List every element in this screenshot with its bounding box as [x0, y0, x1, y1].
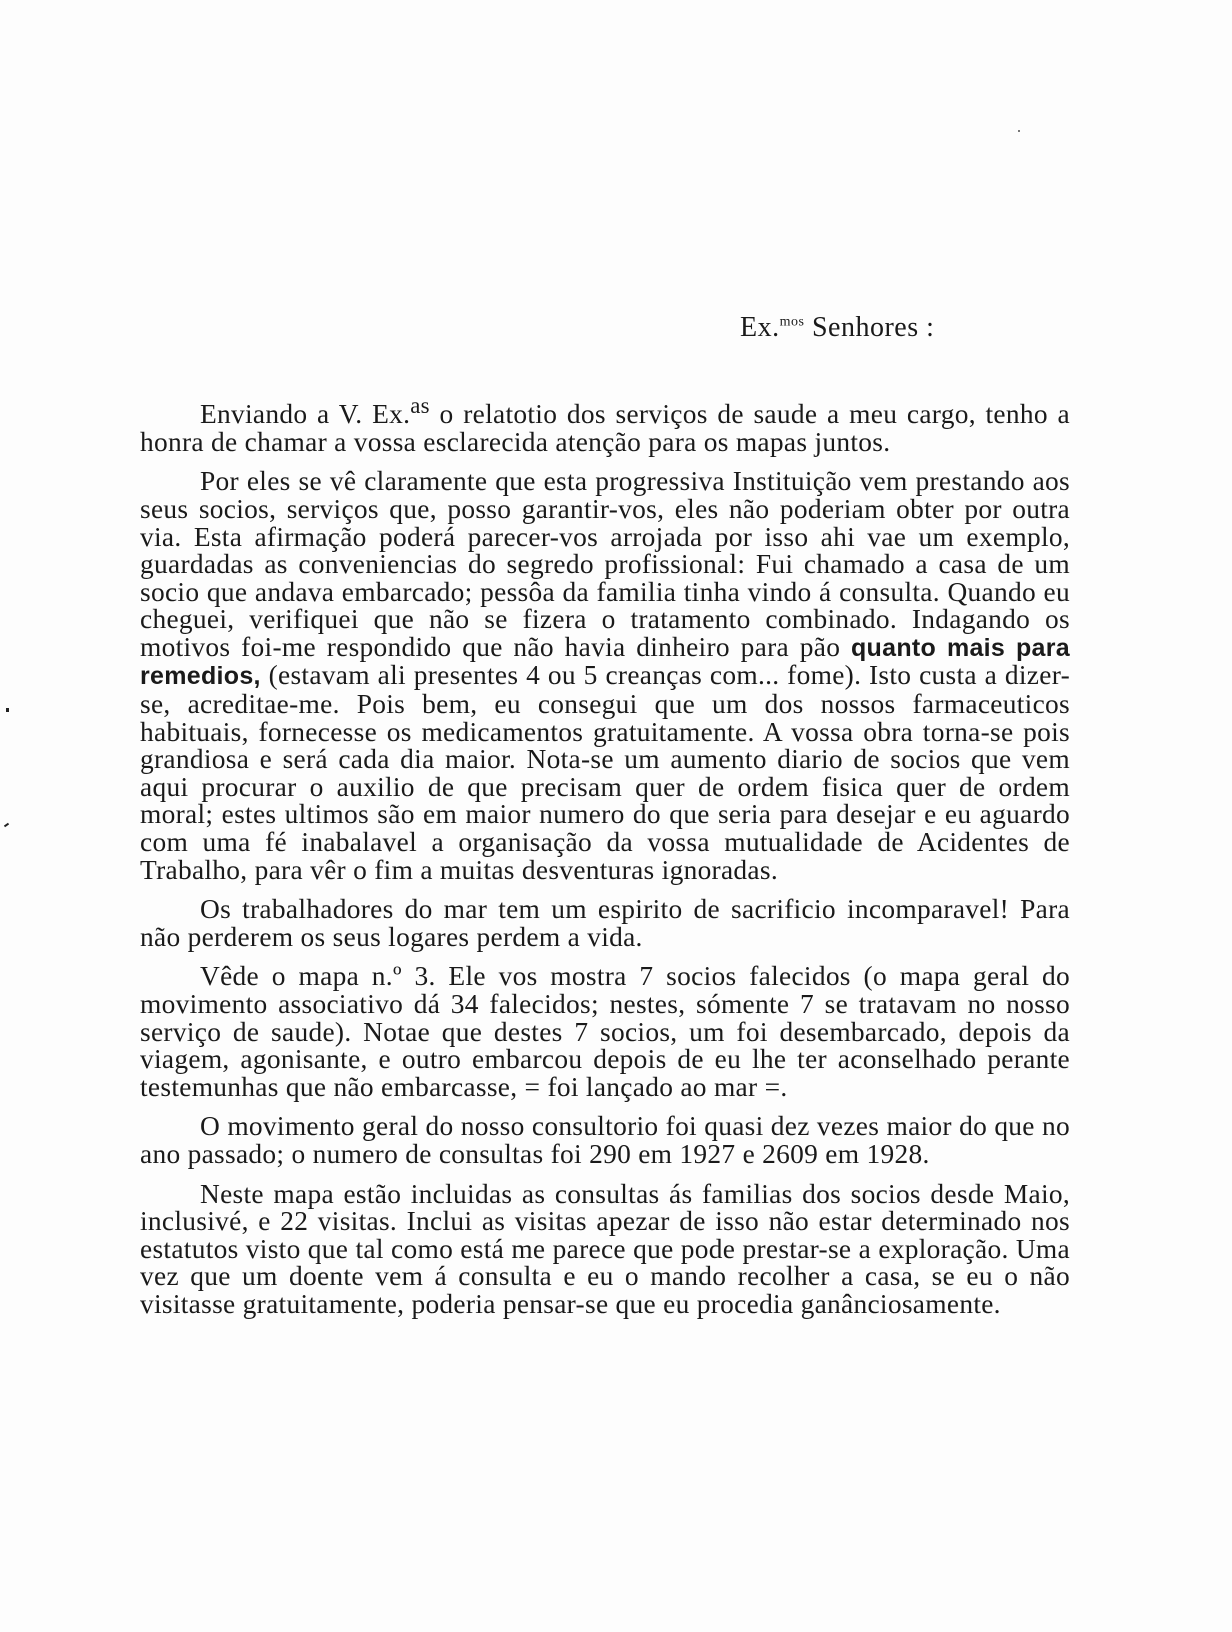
- paragraph-5-text: O movimento geral do nosso consultorio foi quasi dez vezes maior do que no ano passado; o numero de consultas foi 290 em 1927 e 2609 em 1928.: [140, 1111, 1070, 1169]
- paragraph-1: [140, 392, 1070, 456]
- paragraph-2: [140, 468, 1070, 884]
- paragraph-3-text: Os trabalhadores do mar tem um espirito de sacrificio incomparavel! Para não perderem os seus logares perdem a vida.: [140, 894, 1070, 952]
- salutation-prefix: Ex.: [740, 312, 780, 343]
- paragraph-2-bold-phrase: quanto mais para remedios,: [140, 633, 1070, 691]
- paragraph-1-superscript: as: [410, 393, 430, 418]
- paragraph-1-before: Enviando a V. Ex.: [200, 399, 411, 430]
- paragraph-2-before: Por eles se vê claramente que esta progressiva Instituição vem prestando aos seus socios, serviços que, posso garantir-vos, eles não poderiam obter por outra via. Esta afirmação poderá parecer-vos arrojada por isso ahi vae um exemplo, guardadas as conveniencias do segredo profissional: Fui chamado a casa de um socio que andava embarcado; pessôa da familia tinha vindo á consulta. Quando eu cheguei, verifiquei que não se fizera o tratamento combinado. Indagando os motivos foi-me respondido que não havia dinheiro para pão: [140, 466, 1070, 662]
- salutation: [740, 312, 934, 344]
- scan-mark-3: [1018, 130, 1020, 132]
- scan-mark-2: [4, 823, 9, 828]
- paragraph-2-after: (estavam ali presentes 4 ou 5 creanças com... fome). Isto custa a dizer-se, acreditae-me. Pois bem, eu consegui que um dos nossos farmaceuticos habituais, fornecesse os medicamentos gratuitamente. A vossa obra torna-se pois grandiosa e será cada dia maior. Nota-se um aumento diario de socios que vem aqui procurar o auxilio de que precisam quer de ordem fisica quer de ordem moral; estes ultimos são em maior numero do que seria para desejar e eu aguardo com uma fé inabalavel a organisação da vossa mutualidade de Acidentes de Trabalho, para vêr o fim a muitas desventuras ignoradas.: [140, 660, 1070, 885]
- paragraph-3: [140, 896, 1070, 951]
- paragraph-6-text: Neste mapa estão incluidas as consultas ás familias dos socios desde Maio, inclusivé, e 22 visitas. Inclui as visitas apezar de isso não estar determinado nos estatutos visto que tal como está me parece que pode prestar-se a exploração. Uma vez que um doente vem á consulta e eu o mando recolher a casa, se eu o não visitasse gratuitamente, poderia pensar-se que eu procedia ganânciosamente.: [140, 1178, 1070, 1319]
- paragraph-4-text: Vêde o mapa n.º 3. Ele vos mostra 7 socios falecidos (o mapa geral do movimento associativo dá 34 falecidos; nestes, sómente 7 se tratavam no nosso serviço de saude). Notae que destes 7 socios, um foi desembarcado, depois da viagem, agonisante, e outro embarcou depois de eu lhe ter aconselhado perante testemunhas que não embarcasse, = foi lançado ao mar =.: [140, 961, 1070, 1102]
- scan-mark-1: [6, 708, 9, 712]
- paragraph-6: [140, 1178, 1070, 1319]
- salutation-text: Senhores :: [811, 312, 935, 343]
- paragraph-4: [140, 963, 1070, 1101]
- letter-body: [140, 392, 1070, 1331]
- paragraph-1-after: o relatotio dos serviços de saude a meu cargo, tenho a honra de chamar a vossa esclarecida atenção para os mapas juntos.: [140, 399, 1071, 457]
- salutation-superscript: mos: [779, 314, 805, 330]
- paragraph-5: [140, 1113, 1070, 1168]
